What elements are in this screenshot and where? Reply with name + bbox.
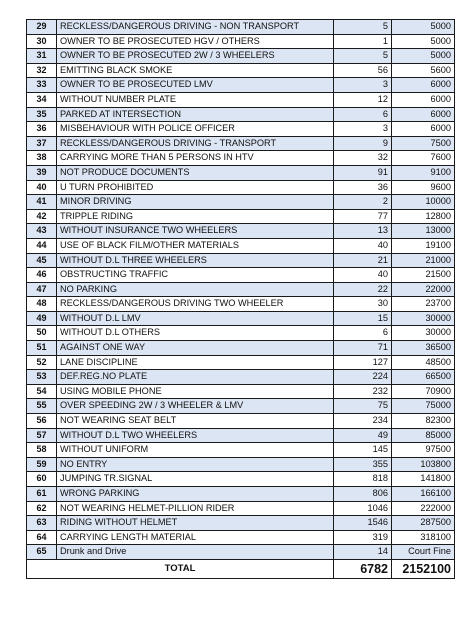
count-cell: 5 bbox=[334, 49, 392, 64]
amount-cell: 85000 bbox=[392, 428, 455, 443]
offence-cell: Drunk and Drive bbox=[57, 545, 334, 560]
table-row bbox=[27, 384, 455, 399]
amount-cell: 9100 bbox=[392, 165, 455, 180]
count-cell: 56 bbox=[334, 63, 392, 78]
offence-cell: OBSTRUCTING TRAFFIC bbox=[57, 268, 334, 283]
offence-table-body bbox=[27, 20, 455, 579]
table-row bbox=[27, 20, 455, 35]
offence-cell: RECKLESS/DANGEROUS DRIVING TWO WHEELER bbox=[57, 297, 334, 312]
table-row bbox=[27, 107, 455, 122]
table-row bbox=[27, 268, 455, 283]
serial-number-cell: 58 bbox=[27, 443, 57, 458]
table-row bbox=[27, 530, 455, 545]
amount-cell: 75000 bbox=[392, 399, 455, 414]
amount-cell: 48500 bbox=[392, 355, 455, 370]
serial-number-cell: 40 bbox=[27, 180, 57, 195]
offence-cell: NOT WEARING HELMET-PILLION RIDER bbox=[57, 501, 334, 516]
offence-cell: NOT PRODUCE DOCUMENTS bbox=[57, 165, 334, 180]
offence-cell: WITHOUT D.L THREE WHEELERS bbox=[57, 253, 334, 268]
table-row bbox=[27, 224, 455, 239]
amount-cell: 10000 bbox=[392, 195, 455, 210]
serial-number-cell: 49 bbox=[27, 311, 57, 326]
serial-number-cell: 54 bbox=[27, 384, 57, 399]
count-cell: 6 bbox=[334, 107, 392, 122]
count-cell: 75 bbox=[334, 399, 392, 414]
count-cell: 2 bbox=[334, 195, 392, 210]
count-cell: 71 bbox=[334, 341, 392, 356]
amount-cell: 287500 bbox=[392, 516, 455, 531]
table-row bbox=[27, 297, 455, 312]
offence-cell: DEF.REG.NO PLATE bbox=[57, 370, 334, 385]
offence-cell: OWNER TO BE PROSECUTED 2W / 3 WHEELERS bbox=[57, 49, 334, 64]
offence-cell: U TURN PROHIBITED bbox=[57, 180, 334, 195]
count-cell: 232 bbox=[334, 384, 392, 399]
offence-cell: OWNER TO BE PROSECUTED HGV / OTHERS bbox=[57, 34, 334, 49]
offence-cell: NOT WEARING SEAT BELT bbox=[57, 414, 334, 429]
offence-cell: WITHOUT NUMBER PLATE bbox=[57, 92, 334, 107]
amount-cell: 82300 bbox=[392, 414, 455, 429]
table-row bbox=[27, 443, 455, 458]
offence-cell: WITHOUT D.L TWO WHEELERS bbox=[57, 428, 334, 443]
total-count: 6782 bbox=[334, 559, 392, 578]
serial-number-cell: 35 bbox=[27, 107, 57, 122]
amount-cell: 22000 bbox=[392, 282, 455, 297]
table-row bbox=[27, 195, 455, 210]
table-row bbox=[27, 238, 455, 253]
serial-number-cell: 45 bbox=[27, 253, 57, 268]
serial-number-cell: 31 bbox=[27, 49, 57, 64]
count-cell: 1546 bbox=[334, 516, 392, 531]
offence-cell: LANE DISCIPLINE bbox=[57, 355, 334, 370]
offence-cell: WITHOUT INSURANCE TWO WHEELERS bbox=[57, 224, 334, 239]
count-cell: 5 bbox=[334, 20, 392, 35]
serial-number-cell: 30 bbox=[27, 34, 57, 49]
offence-cell: OVER SPEEDING 2W / 3 WHEELER & LMV bbox=[57, 399, 334, 414]
serial-number-cell: 64 bbox=[27, 530, 57, 545]
table-row bbox=[27, 487, 455, 502]
serial-number-cell: 57 bbox=[27, 428, 57, 443]
amount-cell: 21000 bbox=[392, 253, 455, 268]
count-cell: 145 bbox=[334, 443, 392, 458]
count-cell: 30 bbox=[334, 297, 392, 312]
count-cell: 40 bbox=[334, 238, 392, 253]
count-cell: 15 bbox=[334, 311, 392, 326]
amount-cell: 30000 bbox=[392, 326, 455, 341]
amount-cell: 6000 bbox=[392, 78, 455, 93]
amount-cell: 6000 bbox=[392, 92, 455, 107]
count-cell: 224 bbox=[334, 370, 392, 385]
amount-cell: 97500 bbox=[392, 443, 455, 458]
amount-cell: 141800 bbox=[392, 472, 455, 487]
offence-cell: AGAINST ONE WAY bbox=[57, 341, 334, 356]
offence-cell: NO PARKING bbox=[57, 282, 334, 297]
offence-cell: MINOR DRIVING bbox=[57, 195, 334, 210]
count-cell: 13 bbox=[334, 224, 392, 239]
table-row bbox=[27, 355, 455, 370]
offence-cell: USING MOBILE PHONE bbox=[57, 384, 334, 399]
amount-cell: 70900 bbox=[392, 384, 455, 399]
amount-cell: 166100 bbox=[392, 487, 455, 502]
serial-number-cell: 37 bbox=[27, 136, 57, 151]
offence-cell: CARRYING MORE THAN 5 PERSONS IN HTV bbox=[57, 151, 334, 166]
serial-number-cell: 36 bbox=[27, 122, 57, 137]
table-row bbox=[27, 282, 455, 297]
offence-cell: RIDING WITHOUT HELMET bbox=[57, 516, 334, 531]
count-cell: 91 bbox=[334, 165, 392, 180]
table-row bbox=[27, 136, 455, 151]
offence-cell: TRIPPLE RIDING bbox=[57, 209, 334, 224]
count-cell: 818 bbox=[334, 472, 392, 487]
count-cell: 1046 bbox=[334, 501, 392, 516]
serial-number-cell: 52 bbox=[27, 355, 57, 370]
amount-cell: 6000 bbox=[392, 122, 455, 137]
amount-cell: 222000 bbox=[392, 501, 455, 516]
table-row bbox=[27, 63, 455, 78]
serial-number-cell: 63 bbox=[27, 516, 57, 531]
serial-number-cell: 46 bbox=[27, 268, 57, 283]
amount-cell: 21500 bbox=[392, 268, 455, 283]
count-cell: 1 bbox=[334, 34, 392, 49]
table-row bbox=[27, 501, 455, 516]
amount-cell: 103800 bbox=[392, 457, 455, 472]
amount-cell: 9600 bbox=[392, 180, 455, 195]
amount-cell: Court Fine bbox=[392, 545, 455, 560]
count-cell: 3 bbox=[334, 122, 392, 137]
table-row bbox=[27, 78, 455, 93]
offence-cell: CARRYING LENGTH MATERIAL bbox=[57, 530, 334, 545]
amount-cell: 5000 bbox=[392, 20, 455, 35]
amount-cell: 23700 bbox=[392, 297, 455, 312]
serial-number-cell: 62 bbox=[27, 501, 57, 516]
table-row bbox=[27, 311, 455, 326]
serial-number-cell: 43 bbox=[27, 224, 57, 239]
amount-cell: 7600 bbox=[392, 151, 455, 166]
amount-cell: 12800 bbox=[392, 209, 455, 224]
table-row bbox=[27, 399, 455, 414]
serial-number-cell: 60 bbox=[27, 472, 57, 487]
amount-cell: 318100 bbox=[392, 530, 455, 545]
serial-number-cell: 53 bbox=[27, 370, 57, 385]
table-row bbox=[27, 122, 455, 137]
amount-cell: 19100 bbox=[392, 238, 455, 253]
count-cell: 77 bbox=[334, 209, 392, 224]
offence-cell: WITHOUT D.L OTHERS bbox=[57, 326, 334, 341]
total-label: TOTAL bbox=[27, 559, 334, 578]
serial-number-cell: 59 bbox=[27, 457, 57, 472]
serial-number-cell: 38 bbox=[27, 151, 57, 166]
serial-number-cell: 41 bbox=[27, 195, 57, 210]
table-row bbox=[27, 92, 455, 107]
table-row bbox=[27, 326, 455, 341]
count-cell: 40 bbox=[334, 268, 392, 283]
table-row bbox=[27, 457, 455, 472]
amount-cell: 30000 bbox=[392, 311, 455, 326]
offence-cell: RECKLESS/DANGEROUS DRIVING - TRANSPORT bbox=[57, 136, 334, 151]
table-row bbox=[27, 341, 455, 356]
offence-table bbox=[26, 19, 455, 579]
table-row bbox=[27, 34, 455, 49]
table-row bbox=[27, 253, 455, 268]
table-row bbox=[27, 516, 455, 531]
table-row bbox=[27, 165, 455, 180]
serial-number-cell: 44 bbox=[27, 238, 57, 253]
count-cell: 12 bbox=[334, 92, 392, 107]
serial-number-cell: 50 bbox=[27, 326, 57, 341]
serial-number-cell: 33 bbox=[27, 78, 57, 93]
count-cell: 806 bbox=[334, 487, 392, 502]
count-cell: 32 bbox=[334, 151, 392, 166]
count-cell: 127 bbox=[334, 355, 392, 370]
serial-number-cell: 42 bbox=[27, 209, 57, 224]
count-cell: 234 bbox=[334, 414, 392, 429]
serial-number-cell: 51 bbox=[27, 341, 57, 356]
total-row bbox=[27, 559, 455, 578]
amount-cell: 7500 bbox=[392, 136, 455, 151]
amount-cell: 6000 bbox=[392, 107, 455, 122]
offence-cell: WITHOUT UNIFORM bbox=[57, 443, 334, 458]
serial-number-cell: 61 bbox=[27, 487, 57, 502]
offence-cell: WRONG PARKING bbox=[57, 487, 334, 502]
amount-cell: 5000 bbox=[392, 34, 455, 49]
amount-cell: 13000 bbox=[392, 224, 455, 239]
table-row bbox=[27, 428, 455, 443]
offence-cell: MISBEHAVIOUR WITH POLICE OFFICER bbox=[57, 122, 334, 137]
table-row bbox=[27, 209, 455, 224]
serial-number-cell: 65 bbox=[27, 545, 57, 560]
table-row bbox=[27, 472, 455, 487]
table-row bbox=[27, 151, 455, 166]
count-cell: 319 bbox=[334, 530, 392, 545]
amount-cell: 5000 bbox=[392, 49, 455, 64]
count-cell: 14 bbox=[334, 545, 392, 560]
serial-number-cell: 55 bbox=[27, 399, 57, 414]
serial-number-cell: 48 bbox=[27, 297, 57, 312]
count-cell: 22 bbox=[334, 282, 392, 297]
serial-number-cell: 34 bbox=[27, 92, 57, 107]
count-cell: 6 bbox=[334, 326, 392, 341]
table-row bbox=[27, 545, 455, 560]
serial-number-cell: 47 bbox=[27, 282, 57, 297]
serial-number-cell: 56 bbox=[27, 414, 57, 429]
offence-cell: RECKLESS/DANGEROUS DRIVING - NON TRANSPORT bbox=[57, 20, 334, 35]
count-cell: 3 bbox=[334, 78, 392, 93]
count-cell: 21 bbox=[334, 253, 392, 268]
offence-cell: NO ENTRY bbox=[57, 457, 334, 472]
table-row bbox=[27, 414, 455, 429]
table-row bbox=[27, 370, 455, 385]
amount-cell: 66500 bbox=[392, 370, 455, 385]
offence-cell: EMITTING BLACK SMOKE bbox=[57, 63, 334, 78]
count-cell: 49 bbox=[334, 428, 392, 443]
serial-number-cell: 39 bbox=[27, 165, 57, 180]
serial-number-cell: 29 bbox=[27, 20, 57, 35]
offence-cell: JUMPING TR.SIGNAL bbox=[57, 472, 334, 487]
count-cell: 9 bbox=[334, 136, 392, 151]
total-amount: 2152100 bbox=[392, 559, 455, 578]
offence-cell: WITHOUT D.L LMV bbox=[57, 311, 334, 326]
offence-cell: OWNER TO BE PROSECUTED LMV bbox=[57, 78, 334, 93]
amount-cell: 36500 bbox=[392, 341, 455, 356]
table-row bbox=[27, 49, 455, 64]
count-cell: 355 bbox=[334, 457, 392, 472]
table-row bbox=[27, 180, 455, 195]
amount-cell: 5600 bbox=[392, 63, 455, 78]
count-cell: 36 bbox=[334, 180, 392, 195]
offence-cell: USE OF BLACK FILM/OTHER MATERIALS bbox=[57, 238, 334, 253]
offence-cell: PARKED AT INTERSECTION bbox=[57, 107, 334, 122]
serial-number-cell: 32 bbox=[27, 63, 57, 78]
